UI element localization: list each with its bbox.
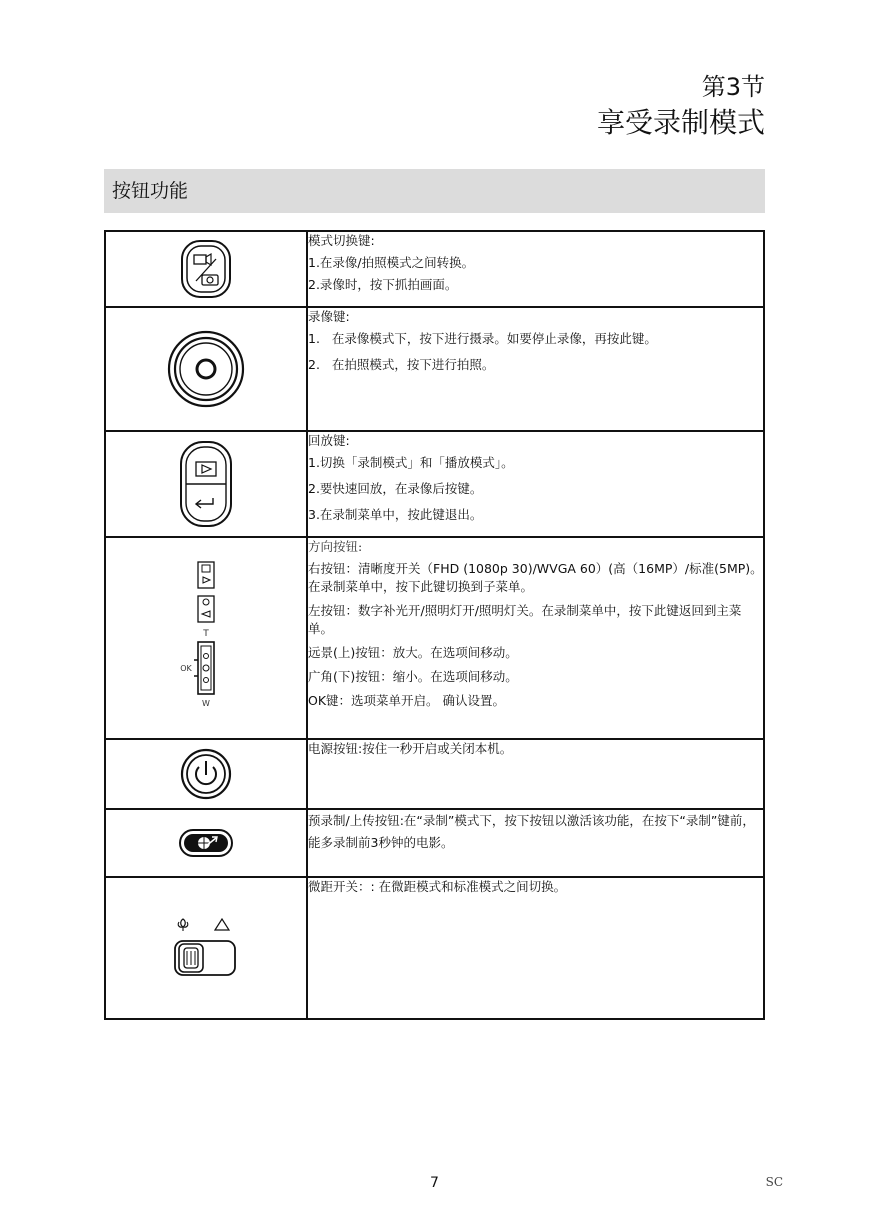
table-row — [105, 877, 764, 1019]
icon-cell — [105, 739, 307, 809]
row-line: 3.在录制菜单中，按此键退出。 — [308, 507, 483, 522]
row-line: 2.录像时，按下抓拍画面。 — [308, 277, 458, 292]
pre-record-upload-button-icon — [178, 828, 234, 858]
direction-buttons-icon — [176, 558, 236, 718]
icon-cell — [105, 537, 307, 739]
row-line: 右按钮：清晰度开关（FHD (1080p 30)/WVGA 60）(高（16MP）/标准(5MP)。在录制菜单中，按下此键切换到子菜单。 — [308, 561, 763, 594]
row-line: 1.切换「录制模式」和「播放模式」。 — [308, 455, 514, 470]
description-cell — [307, 877, 764, 1019]
table-row — [105, 809, 764, 877]
icon-cell — [105, 231, 307, 307]
icon-cell — [105, 431, 307, 537]
band-title: 按钮功能 — [112, 180, 189, 202]
description-cell — [307, 809, 764, 877]
description-cell — [307, 537, 764, 739]
section-number: 第3节 — [701, 73, 765, 101]
table-row — [105, 231, 764, 307]
table-row — [105, 537, 764, 739]
icon-cell — [105, 307, 307, 431]
row-title: 微距开关：: 在微距模式和标准模式之间切换。 — [308, 879, 567, 894]
row-title: 回放键: — [308, 433, 350, 448]
description-cell — [307, 231, 764, 307]
wide-label: W — [202, 699, 210, 708]
row-title: 模式切换键: — [308, 233, 375, 248]
language-code: SC — [765, 1175, 783, 1189]
tele-label: T — [203, 629, 209, 639]
icon-cell — [105, 877, 307, 1019]
row-title: 电源按钮:按住一秒开启或关闭本机。 — [308, 741, 513, 756]
macro-switch-icon — [171, 913, 241, 983]
description-cell — [307, 739, 764, 809]
row-line: 左按钮：数字补光开/照明灯开/照明灯关。在录制菜单中，按下此键返回到主菜单。 — [308, 603, 742, 636]
row-title: 预录制/上传按钮:在“录制”模式下，按下按钮以激活该功能，在按下“录制”键前，能多录制前3秒钟的电影。 — [308, 813, 755, 850]
playback-button-icon — [179, 440, 233, 528]
section-title: 享受录制模式 — [596, 106, 765, 139]
row-line: 2.要快速回放，在录像后按键。 — [308, 481, 483, 496]
row-line: 远景(上)按钮：放大。在选项间移动。 — [308, 645, 518, 660]
power-button-icon — [180, 748, 232, 800]
table-row — [105, 739, 764, 809]
mode-switch-button-icon — [180, 239, 232, 299]
icon-cell — [105, 809, 307, 877]
table-row — [105, 431, 764, 537]
row-line: 广角(下)按钮：缩小。在选项间移动。 — [308, 669, 518, 684]
row-line: 2. 在拍照模式，按下进行拍照。 — [308, 357, 495, 372]
table-row — [105, 307, 764, 431]
description-cell — [307, 307, 764, 431]
ok-label: OK — [180, 664, 192, 673]
button-function-table — [104, 230, 765, 1020]
row-line: 1.在录像/拍照模式之间转换。 — [308, 255, 475, 270]
row-line: 1. 在录像模式下，按下进行摄录。如要停止录像，再按此键。 — [308, 331, 657, 346]
row-title: 录像键: — [308, 309, 350, 324]
section-band — [104, 169, 765, 213]
description-cell — [307, 431, 764, 537]
row-line: OK键：选项菜单开启。 确认设置。 — [308, 693, 506, 708]
record-button-icon — [166, 329, 246, 409]
page-number: 7 — [430, 1175, 439, 1191]
row-title: 方向按钮: — [308, 539, 363, 554]
